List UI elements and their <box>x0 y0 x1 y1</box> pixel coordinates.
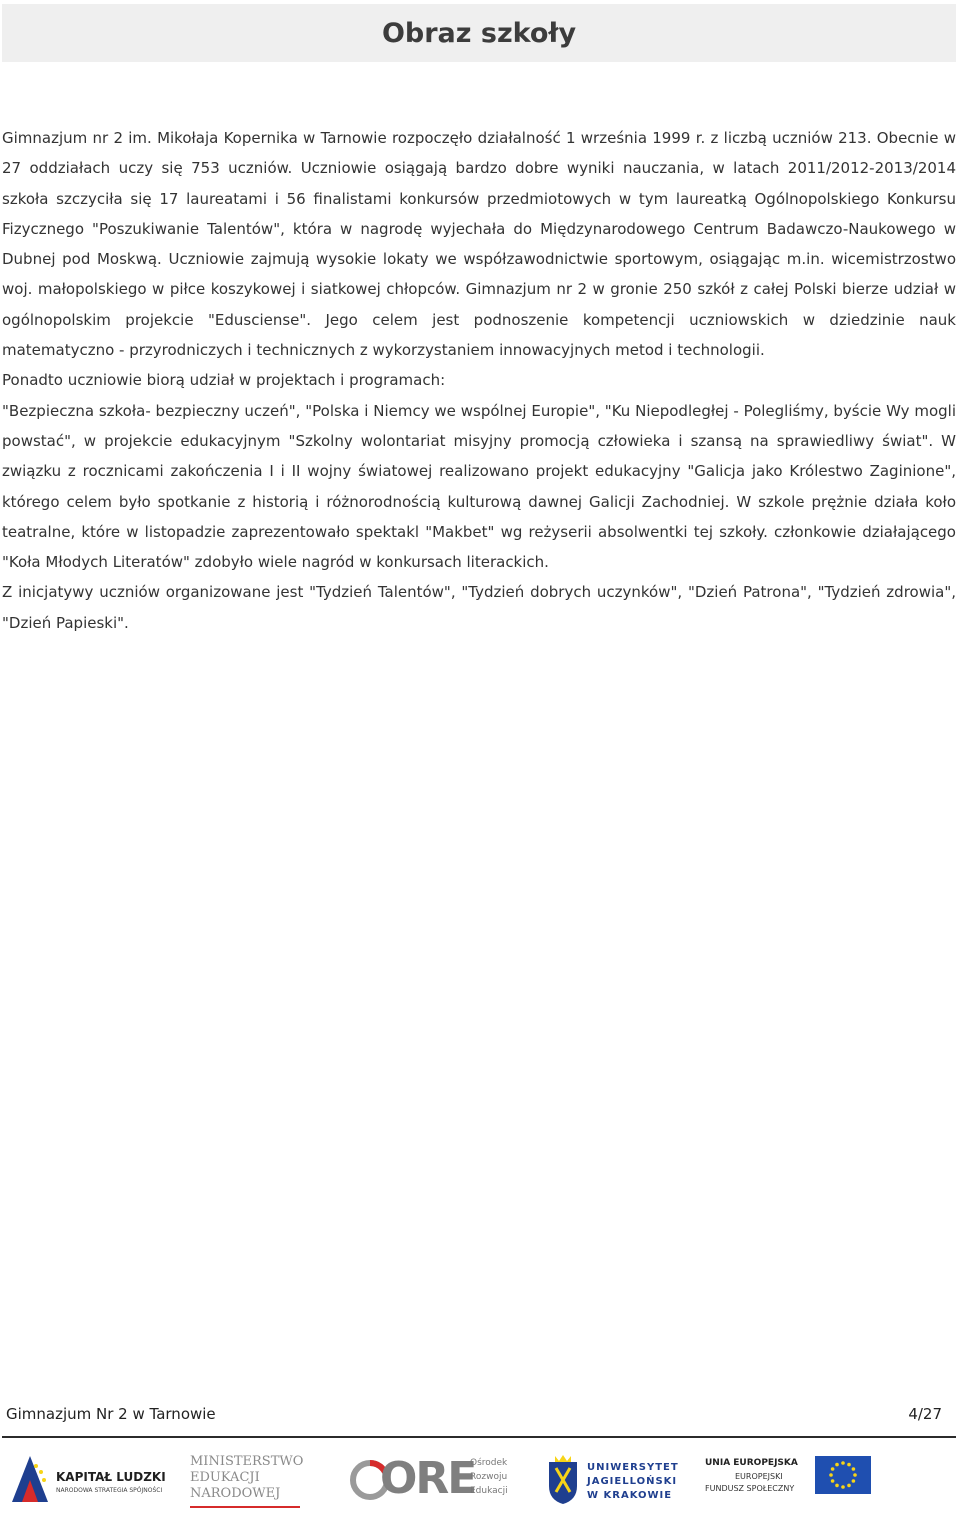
uj-line2: JAGIELLOŃSKI <box>587 1476 678 1487</box>
ore-line1: Ośrodek <box>470 1458 508 1468</box>
ue-line1: UNIA EUROPEJSKA <box>705 1458 798 1468</box>
paragraph-initiatives: Z inicjatywy uczniów organizowane jest "Tydzień Talentów", "Tydzień dobrych uczynków", "Dzień Patrona", "Tydzień zdrowia", "Dzień Papieski". <box>2 583 956 632</box>
ore-mark: ORE <box>380 1453 476 1504</box>
title-bar <box>2 4 956 62</box>
kapital-ludzki-emblem-icon <box>8 1452 52 1508</box>
ue-line3: FUNDUSZ SPOŁECZNY <box>705 1484 795 1493</box>
uj-crest-icon <box>545 1452 581 1506</box>
paragraph-projects: "Bezpieczna szkoła- bezpieczny uczeń", "Polska i Niemcy we wspólnej Europie", "Ku Niepodległej - Polegliśmy, byście Wy mogli powstać", w projekcie edukacyjnym "Szkolny wolontariat misyjny promocją człowieka i szansą na sprawiedliwy świat". W związku z rocznicami zakończenia I i II wojny światowej realizowano projekt edukacyjny "Galicja jako Królestwo Zaginione", którego celem było spotkanie z historią i różnorodnością kulturową dawnej Galicji Zachodniej. W szkole prężnie działa koło teatralne, które w listopadzie zaprezentowało spektakl "Makbet" wg reżyserii absolwentki tej szkoły. członkowie działającego "Koła Młodych Literatów" zdobyło wiele nagród w konkursach literackich. <box>2 401 956 572</box>
paragraph-projects-intro: Ponadto uczniowie biorą udział w projektach i programach: <box>2 371 446 390</box>
footer-divider <box>2 1436 956 1438</box>
uj-line1: UNIWERSYTET <box>587 1462 679 1473</box>
page-title: Obraz szkoły <box>381 17 577 49</box>
unia-europejska-logo <box>705 1456 955 1512</box>
kapital-ludzki-subtitle: NARODOWA STRATEGIA SPÓJNOŚCI <box>56 1487 163 1494</box>
paragraph-intro: Gimnazjum nr 2 im. Mikołaja Kopernika w Tarnowie rozpoczęło działalność 1 września 1999 r. z liczbą uczniów 213. Obecnie w 27 oddziałach uczy się 753 uczniów. Uczniowie osiągają bardzo dobre wyniki nauczania, w latach 2011/2012-2013/2014 szkoła szczyciła się 17 laureatami i 56 finalistami konkursów przedmiotowych w tym laureatką Ogólnopolskiego Konkursu Fizycznego "Poszukiwanie Talentów", która w nagrodę wyjechała do Międzynarodowego Centrum Badawczo-Naukowego w Dubnej pod Moskwą. Uczniowie zajmują wysokie lokaty we współzawodnictwie sportowym, osiągając m.in. wicemistrzostwo woj. małopolskiego w piłce koszykowej i siatkowej chłopców. Gimnazjum nr 2 w gronie 250 szkół z całej Polski bierze udział w ogólnopolskim projekcie "Edusciense". Jego celem jest podnoszenie kompetencji uczniowskich w dziedzinie nauk matematyczno - przyrodniczych i technicznych z wykorzystaniem innowacyjnych metod i technologii. <box>2 129 956 360</box>
ore-logo <box>350 1452 520 1514</box>
ue-line2: EUROPEJSKI <box>735 1472 783 1481</box>
ore-line3: Edukacji <box>470 1486 508 1496</box>
men-line1: MINISTERSTWO <box>190 1454 304 1469</box>
uniwersytet-jagiellonski-logo <box>545 1450 695 1516</box>
kapital-ludzki-title: KAPITAŁ LUDZKI <box>56 1470 166 1484</box>
footer-school-name: Gimnazjum Nr 2 w Tarnowie <box>6 1405 216 1423</box>
men-red-underline <box>190 1506 300 1508</box>
document-body <box>2 123 956 638</box>
eu-flag-icon <box>815 1456 871 1494</box>
men-line2: EDUKACJI <box>190 1470 260 1485</box>
ministerstwo-edukacji-logo <box>190 1454 310 1514</box>
ore-line2: Rozwoju <box>470 1472 508 1482</box>
logo-strip <box>0 1440 960 1526</box>
kapital-ludzki-logo <box>8 1452 178 1512</box>
men-line3: NARODOWEJ <box>190 1486 281 1501</box>
footer-page-number: 4/27 <box>908 1405 942 1423</box>
uj-line3: W KRAKOWIE <box>587 1490 673 1501</box>
